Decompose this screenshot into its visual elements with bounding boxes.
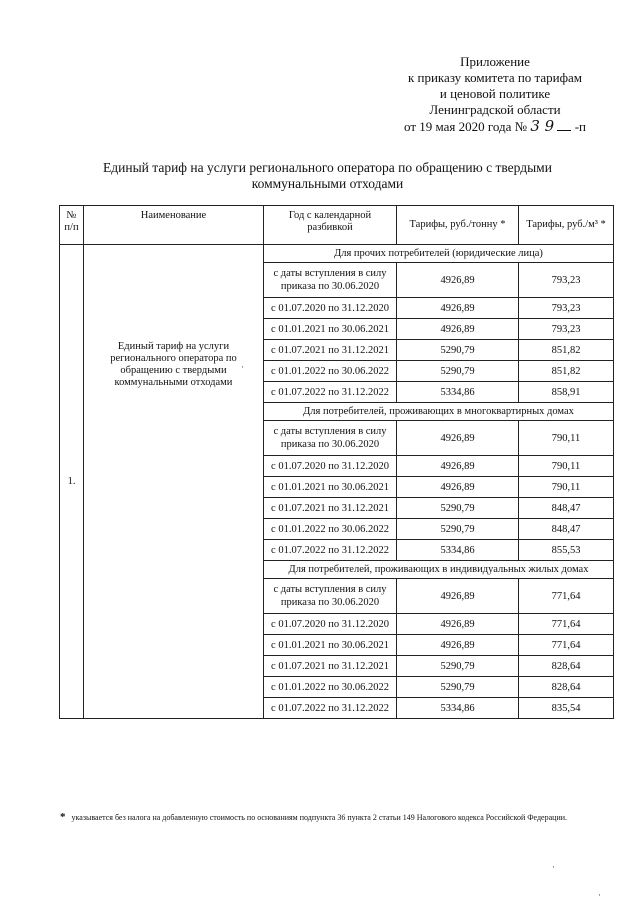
appendix-region: Ленинградской области — [429, 102, 561, 117]
tariff-m3-cell: 848,47 — [519, 498, 614, 519]
section-title: Для прочих потребителей (юридические лица) — [264, 245, 614, 263]
tariff-table — [59, 205, 614, 719]
tariff-m3-cell: 790,11 — [519, 456, 614, 477]
footnote-marker: * — [60, 811, 66, 823]
tariff-ton-cell: 5290,79 — [397, 340, 519, 361]
tariff-ton-cell: 5290,79 — [397, 361, 519, 382]
tariff-m3-cell: 790,11 — [519, 477, 614, 498]
service-name: Единый тариф на услуги регионального оператора по обращению с твердыми коммунальными отходами — [84, 245, 264, 719]
tariff-ton-cell: 5290,79 — [397, 498, 519, 519]
footnote-text: указывается без налога на добавленную стоимость по основаниям подпункта 36 пункта 2 статьи 149 Налогового кодекса Российской Федерации. — [71, 813, 567, 822]
tariff-m3-cell: 793,23 — [519, 298, 614, 319]
tariff-ton-cell: 4926,89 — [397, 635, 519, 656]
row-number: 1. — [60, 245, 84, 719]
table-header-row — [60, 206, 614, 245]
period-cell: с 01.01.2022 по 30.06.2022 — [264, 519, 397, 540]
appendix-date-line — [380, 118, 610, 135]
tariff-ton-cell: 5334,86 — [397, 698, 519, 719]
period-cell: с 01.01.2022 по 30.06.2022 — [264, 361, 397, 382]
header-tariff-m3: Тарифы, руб./м³ * — [519, 206, 614, 245]
period-cell: с даты вступления в силу приказа по 30.06.2020 — [264, 263, 397, 298]
period-cell: с 01.07.2021 по 31.12.2021 — [264, 340, 397, 361]
tariff-m3-cell: 851,82 — [519, 340, 614, 361]
period-cell: с 01.07.2020 по 31.12.2020 — [264, 456, 397, 477]
period-cell: с 01.07.2022 по 31.12.2022 — [264, 698, 397, 719]
period-cell: с 01.07.2021 по 31.12.2021 — [264, 498, 397, 519]
tariff-ton-cell: 5334,86 — [397, 540, 519, 561]
period-cell: с 01.07.2020 по 31.12.2020 — [264, 298, 397, 319]
footnote — [60, 812, 620, 823]
tariff-ton-cell: 4926,89 — [397, 614, 519, 635]
period-cell: с 01.07.2022 по 31.12.2022 — [264, 382, 397, 403]
tariff-m3-cell: 855,53 — [519, 540, 614, 561]
tariff-ton-cell: 5290,79 — [397, 677, 519, 698]
tariff-m3-cell: 858,91 — [519, 382, 614, 403]
scan-speck: · — [552, 862, 555, 872]
appendix-label: Приложение — [460, 54, 530, 69]
tariff-ton-cell: 4926,89 — [397, 263, 519, 298]
handwritten-order-number: 3 9 — [530, 117, 555, 135]
tariff-m3-cell: 828,64 — [519, 677, 614, 698]
tariff-m3-cell: 793,23 — [519, 263, 614, 298]
tariff-ton-cell: 4926,89 — [397, 298, 519, 319]
period-cell: с 01.07.2021 по 31.12.2021 — [264, 656, 397, 677]
tariff-m3-cell: 848,47 — [519, 519, 614, 540]
period-cell: с 01.01.2021 по 30.06.2021 — [264, 319, 397, 340]
tariff-m3-cell: 771,64 — [519, 579, 614, 614]
header-name: Наименование — [84, 206, 264, 245]
appendix-date: от 19 мая 2020 года № — [404, 119, 528, 134]
header-period: Год с календарной разбивкой — [264, 206, 397, 245]
tariff-m3-cell: 835,54 — [519, 698, 614, 719]
period-cell: с даты вступления в силу приказа по 30.06.2020 — [264, 579, 397, 614]
tariff-ton-cell: 4926,89 — [397, 456, 519, 477]
appendix-order-ref: к приказу комитета по тарифам — [407, 70, 583, 85]
tariff-ton-cell: 5290,79 — [397, 656, 519, 677]
section-title: Для потребителей, проживающих в многоквартирных домах — [264, 403, 614, 421]
number-underline — [557, 130, 571, 131]
header-number: № п/п — [60, 206, 84, 245]
tariff-ton-cell: 5334,86 — [397, 382, 519, 403]
tariff-m3-cell: 851,82 — [519, 361, 614, 382]
tariff-m3-cell: 771,64 — [519, 614, 614, 635]
period-cell: с 01.07.2020 по 31.12.2020 — [264, 614, 397, 635]
tariff-ton-cell: 4926,89 — [397, 421, 519, 456]
period-cell: с 01.07.2022 по 31.12.2022 — [264, 540, 397, 561]
scan-speck: · — [598, 890, 601, 900]
appendix-header — [380, 54, 610, 135]
period-cell: с 01.01.2021 по 30.06.2021 — [264, 635, 397, 656]
tariff-m3-cell: 793,23 — [519, 319, 614, 340]
appendix-policy-ref: и ценовой политике — [439, 86, 551, 101]
order-suffix: -п — [574, 119, 586, 134]
tariff-m3-cell: 790,11 — [519, 421, 614, 456]
document-title: Единый тариф на услуги регионального оператора по обращению с твердыми коммунальными отходами — [103, 160, 552, 191]
tariff-ton-cell: 4926,89 — [397, 477, 519, 498]
tariff-m3-cell: 828,64 — [519, 656, 614, 677]
tariff-ton-cell: 4926,89 — [397, 579, 519, 614]
tariff-ton-cell: 5290,79 — [397, 519, 519, 540]
header-tariff-ton: Тарифы, руб./тонну * — [397, 206, 519, 245]
period-cell: с даты вступления в силу приказа по 30.06.2020 — [264, 421, 397, 456]
scan-speck: · — [241, 362, 244, 372]
tariff-m3-cell: 771,64 — [519, 635, 614, 656]
section-row — [60, 245, 614, 263]
section-title: Для потребителей, проживающих в индивидуальных жилых домах — [264, 561, 614, 579]
period-cell: с 01.01.2021 по 30.06.2021 — [264, 477, 397, 498]
tariff-ton-cell: 4926,89 — [397, 319, 519, 340]
period-cell: с 01.01.2022 по 30.06.2022 — [264, 677, 397, 698]
